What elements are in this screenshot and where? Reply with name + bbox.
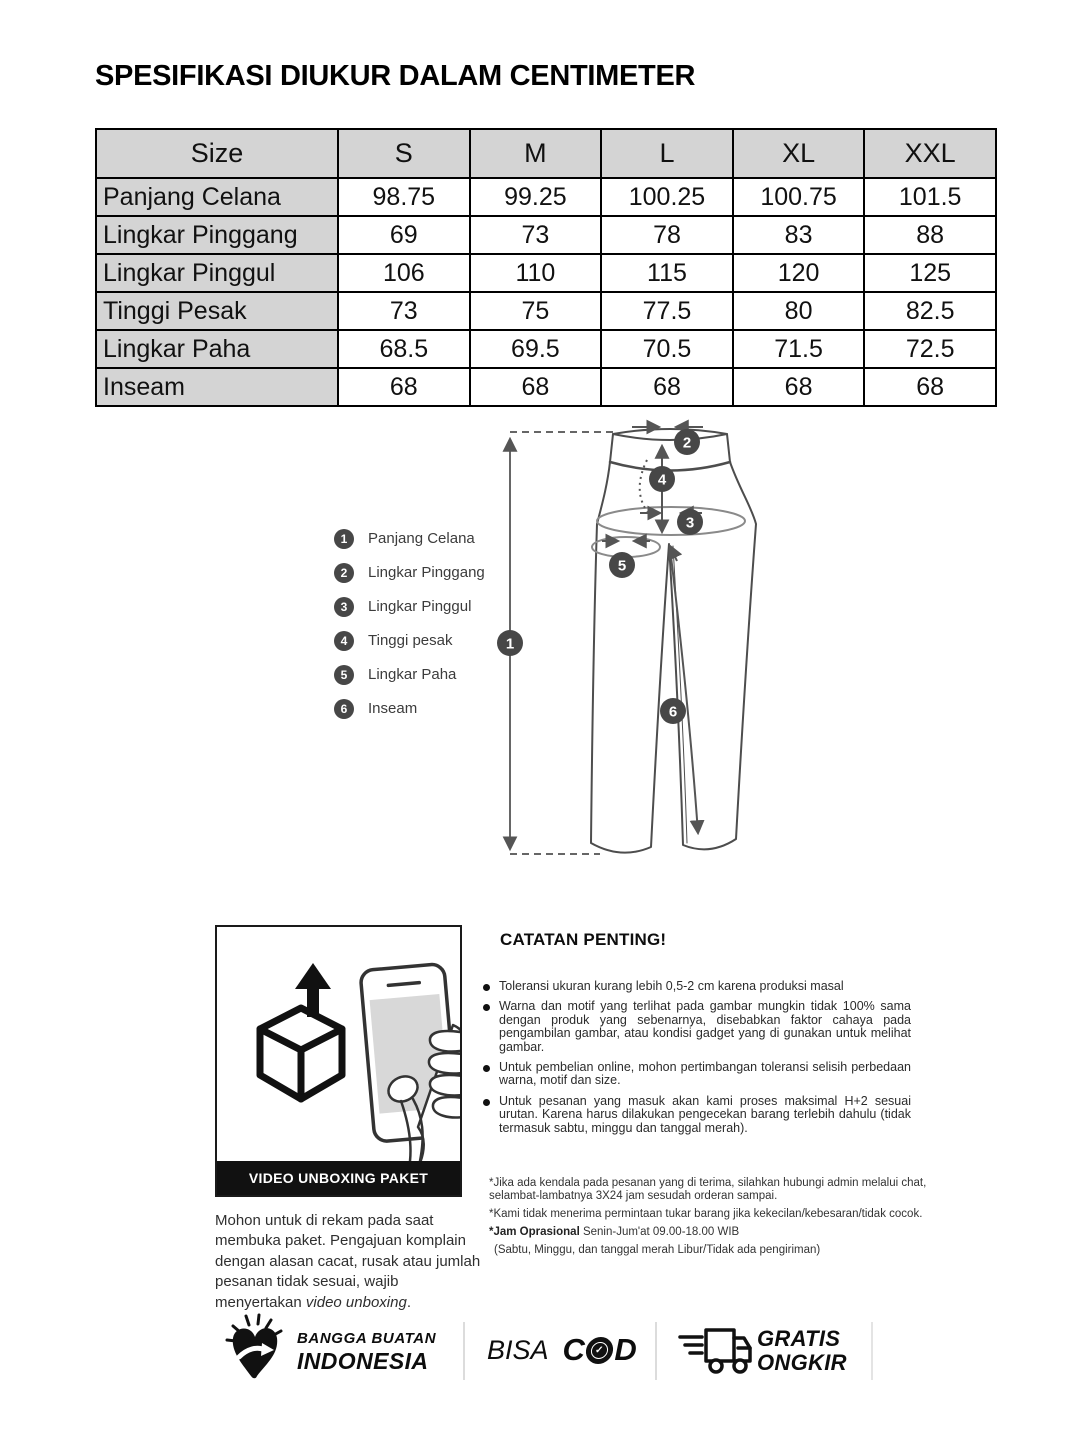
size-header-cell: XL <box>733 129 865 178</box>
unboxing-banner: VIDEO UNBOXING PAKET <box>217 1161 460 1195</box>
cod-word <box>563 1332 638 1368</box>
measurement-label-cell: Lingkar Paha <box>96 330 338 368</box>
bbi-line1: BANGGA BUATAN <box>297 1330 437 1347</box>
legend-number-badge: 5 <box>334 665 354 685</box>
footnote-bold: *Jam Oprasional <box>489 1226 580 1239</box>
legend-item <box>334 698 485 719</box>
table-row <box>96 178 996 216</box>
measurement-value-cell: 100.75 <box>733 178 865 216</box>
measurement-value-cell: 99.25 <box>470 178 602 216</box>
page-title: SPESIFIKASI DIUKUR DALAM CENTIMETER <box>95 60 696 92</box>
measurement-value-cell: 77.5 <box>601 292 733 330</box>
measurement-label-cell: Inseam <box>96 368 338 406</box>
bullet-dot-icon <box>483 1004 490 1011</box>
table-row <box>96 330 996 368</box>
measurement-value-cell: 82.5 <box>864 292 996 330</box>
legend-item <box>334 630 485 651</box>
video-unboxing-box <box>215 925 462 1197</box>
diagram-marker-6 <box>660 698 686 724</box>
table-row <box>96 368 996 406</box>
legend-label: Lingkar Paha <box>368 666 457 683</box>
pants-measurement-diagram <box>490 418 780 878</box>
note-item <box>483 1061 911 1088</box>
note-text: Untuk pembelian online, mohon pertimbangan toleransi selisih perbedaan warna, motif dan size. <box>499 1060 911 1088</box>
gratis-ongkir-badge <box>757 1327 847 1375</box>
measurement-value-cell: 83 <box>733 216 865 254</box>
measurement-value-cell: 125 <box>864 254 996 292</box>
measurement-value-cell: 98.75 <box>338 178 470 216</box>
diagram-marker-1 <box>497 630 523 656</box>
legend-label: Tinggi pesak <box>368 632 453 649</box>
bangga-buatan-indonesia-badge <box>297 1330 436 1375</box>
package-box-icon <box>260 1008 342 1099</box>
measurement-value-cell: 69.5 <box>470 330 602 368</box>
note-item <box>483 1000 911 1054</box>
note-text: Untuk pesanan yang masuk akan kami proses maksimal H+2 sesuai urutan. Karena harus dilakukan pengecekan barang terlebih dahulu (tidak termasuk sabtu, minggu dan tanggal merah). <box>499 1093 911 1135</box>
legend-label: Panjang Celana <box>368 530 475 547</box>
size-table <box>95 128 997 407</box>
measurement-legend <box>334 528 485 732</box>
measurement-value-cell: 73 <box>470 216 602 254</box>
measurement-value-cell: 78 <box>601 216 733 254</box>
ongkir-line2: ONGKIR <box>757 1350 847 1375</box>
svg-text:1: 1 <box>505 635 515 653</box>
legend-number-badge: 1 <box>334 529 354 549</box>
measurement-value-cell: 115 <box>601 254 733 292</box>
table-row <box>96 292 996 330</box>
svg-text:2: 2 <box>682 434 692 452</box>
important-notes-section <box>483 930 927 1262</box>
size-header-cell: Size <box>96 129 338 178</box>
measurement-value-cell: 70.5 <box>601 330 733 368</box>
notes-heading: CATATAN PENTING! <box>500 930 667 949</box>
legend-item <box>334 562 485 583</box>
legend-item <box>334 664 485 685</box>
legend-number-badge: 4 <box>334 631 354 651</box>
unboxing-illustration <box>217 929 460 1163</box>
measurement-value-cell: 68.5 <box>338 330 470 368</box>
footnote: *Jika ada kendala pada pesanan yang di terima, silahkan hubungi admin melalui chat, selambat-lambatnya 3X24 jam sesudah orderan sampai. <box>489 1177 927 1203</box>
checkmark-icon: ✓ <box>591 1342 610 1359</box>
footnote: *Kami tidak menerima permintaan tukar barang jika kekecilan/kebesaran/tidak cocok. <box>489 1208 923 1221</box>
bullet-dot-icon <box>483 1099 490 1106</box>
table-row <box>96 216 996 254</box>
footer-divider <box>463 1322 465 1380</box>
delivery-truck-icon <box>678 1323 754 1379</box>
cod-check-circle-icon <box>585 1337 615 1364</box>
legend-number-badge: 2 <box>334 563 354 583</box>
footnotes <box>489 1177 941 1257</box>
measurement-label-cell: Tinggi Pesak <box>96 292 338 330</box>
unboxing-caption-period: . <box>406 1293 411 1311</box>
measurement-value-cell: 71.5 <box>733 330 865 368</box>
measurement-value-cell: 101.5 <box>864 178 996 216</box>
diagram-marker-2 <box>674 429 700 455</box>
measurement-value-cell: 75 <box>470 292 602 330</box>
footnote: (Sabtu, Minggu, dan tanggal merah Libur/Tidak ada pengiriman) <box>494 1244 821 1257</box>
legend-label: Inseam <box>368 700 418 717</box>
note-text: Toleransi ukuran kurang lebih 0,5-2 cm karena produksi masal <box>499 979 844 993</box>
measurement-value-cell: 106 <box>338 254 470 292</box>
svg-text:6: 6 <box>668 703 678 721</box>
measurement-value-cell: 68 <box>601 368 733 406</box>
measurement-value-cell: 72.5 <box>864 330 996 368</box>
measurement-label-cell: Lingkar Pinggul <box>96 254 338 292</box>
measurement-value-cell: 110 <box>470 254 602 292</box>
measurement-value-cell: 68 <box>864 368 996 406</box>
measurement-label-cell: Lingkar Pinggang <box>96 216 338 254</box>
footnote-rest: Senin-Jum'at 09.00-18.00 WIB <box>579 1226 740 1239</box>
size-header-cell: XXL <box>864 129 996 178</box>
note-text: Warna dan motif yang terlihat pada gambar mungkin tidak 100% sama dengan produk yang sebenarnya, disebabkan faktor cahaya pada pengambilan gambar, atau kondisi gadget yang di gunakan untuk melihat gambar. <box>499 999 911 1054</box>
pants-outline <box>591 429 756 853</box>
measurement-value-cell: 100.25 <box>601 178 733 216</box>
footer-divider <box>655 1322 657 1380</box>
svg-text:4: 4 <box>657 471 667 489</box>
diagram-marker-5 <box>609 552 635 578</box>
size-table-header-row <box>96 129 996 178</box>
ongkir-line1: GRATIS <box>757 1326 841 1351</box>
unboxing-caption-text: Mohon untuk di rekam pada saat membuka paket. Pengajuan komplain dengan alasan cacat, rusak atau jumlah pesanan tidak sesuai, wajib menyertakan <box>215 1212 481 1311</box>
legend-label: Lingkar Pinggang <box>368 564 485 581</box>
bbi-line2: INDONESIA <box>297 1348 429 1374</box>
measurement-value-cell: 73 <box>338 292 470 330</box>
diagram-marker-3 <box>677 509 703 535</box>
legend-number-badge: 6 <box>334 699 354 719</box>
size-header-cell: S <box>338 129 470 178</box>
bullet-dot-icon <box>483 1065 490 1072</box>
footnote <box>489 1226 941 1239</box>
measurement-value-cell: 68 <box>733 368 865 406</box>
unboxing-caption-italic: video unboxing <box>305 1293 407 1311</box>
measurement-value-cell: 88 <box>864 216 996 254</box>
svg-text:5: 5 <box>617 557 627 575</box>
bullet-dot-icon <box>483 984 490 991</box>
measurement-value-cell: 69 <box>338 216 470 254</box>
bangga-buatan-indonesia-icon <box>224 1310 286 1386</box>
unboxing-caption <box>215 1211 487 1313</box>
bisa-cod-badge <box>487 1332 637 1368</box>
legend-item <box>334 596 485 617</box>
legend-number-badge: 3 <box>334 597 354 617</box>
note-item <box>483 1095 911 1135</box>
diagram-marker-4 <box>649 466 675 492</box>
measurement-value-cell: 80 <box>733 292 865 330</box>
measurement-value-cell: 120 <box>733 254 865 292</box>
footer-divider <box>871 1322 873 1380</box>
legend-item <box>334 528 485 549</box>
measurement-label-cell: Panjang Celana <box>96 178 338 216</box>
size-header-cell: M <box>470 129 602 178</box>
legend-label: Lingkar Pinggul <box>368 598 472 615</box>
svg-text:3: 3 <box>685 514 695 532</box>
measurement-value-cell: 68 <box>338 368 470 406</box>
cod-letter-d: D <box>614 1332 638 1367</box>
cod-letter-c: C <box>562 1332 586 1367</box>
cod-prefix: BISA <box>487 1334 549 1365</box>
measurement-value-cell: 68 <box>470 368 602 406</box>
size-header-cell: L <box>601 129 733 178</box>
table-row <box>96 254 996 292</box>
note-item <box>483 980 911 993</box>
